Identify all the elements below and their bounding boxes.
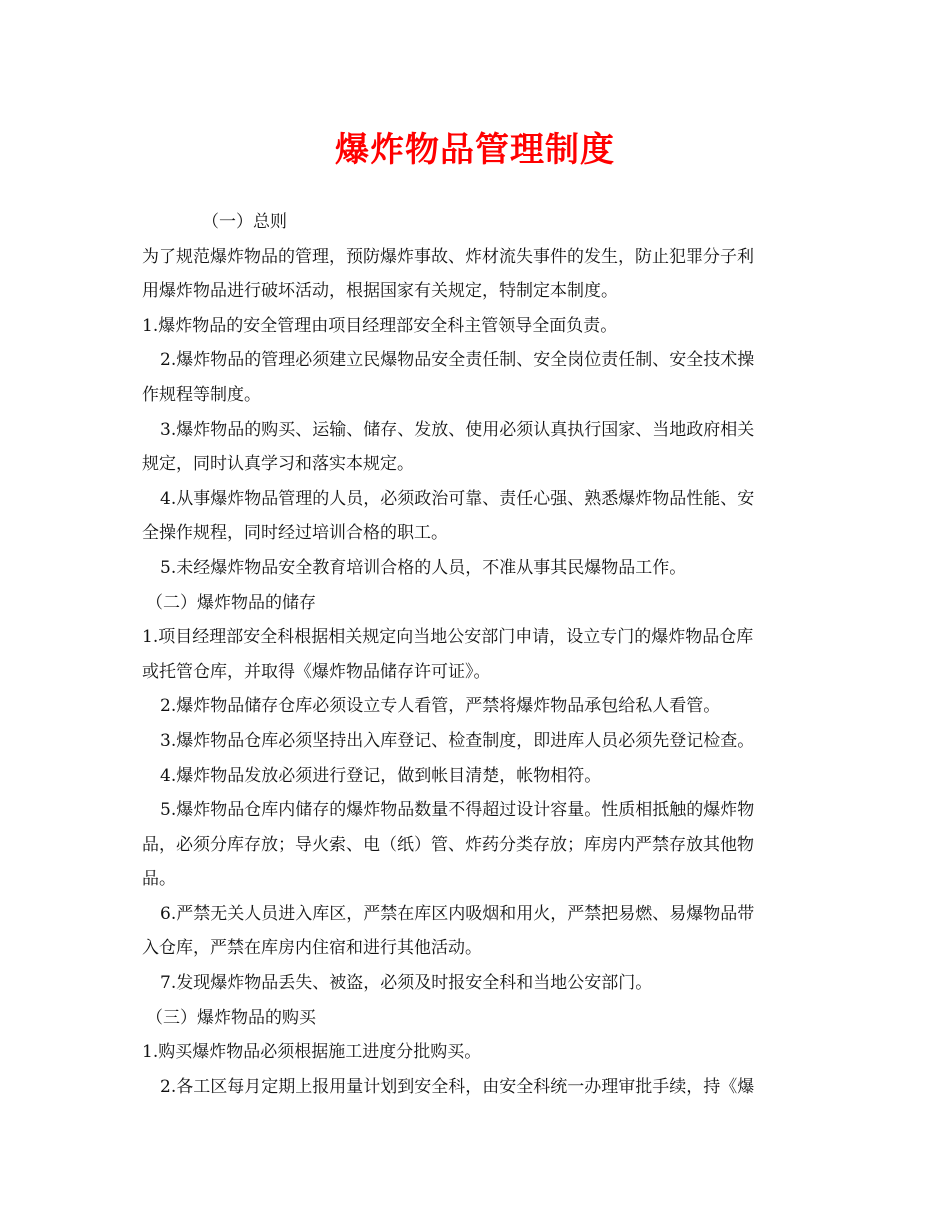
list-item-line: 5.爆炸物品仓库内储存的爆炸物品数量不得超过设计容量。性质相抵触的爆炸物 (160, 800, 755, 821)
paragraph-line: 为了规范爆炸物品的管理，预防爆炸事故、炸材流失事件的发生，防止犯罪分子利 (142, 246, 754, 267)
list-item-line: 2.各工区每月定期上报用量计划到安全科，由安全科统一办理审批手续，持《爆 (160, 1076, 755, 1097)
list-item-continuation: 入仓库，严禁在库房内住宿和进行其他活动。 (142, 938, 482, 959)
section-heading-storage: （二）爆炸物品的储存 (146, 592, 316, 613)
list-item-line: 4.爆炸物品发放必须进行登记，做到帐目清楚，帐物相符。 (160, 765, 602, 786)
list-item-line: 2.爆炸物品储存仓库必须设立专人看管，严禁将爆炸物品承包给私人看管。 (160, 696, 721, 717)
list-item-continuation: 全操作规程，同时经过培训合格的职工。 (142, 523, 448, 544)
list-item-line: 3.爆炸物品仓库必须坚持出入库登记、检查制度，即进库人员必须先登记检查。 (160, 730, 755, 751)
list-item-line: 7.发现爆炸物品丢失、被盗，必须及时报安全科和当地公安部门。 (160, 973, 653, 994)
list-item-continuation: 品。 (142, 869, 176, 890)
list-item-continuation: 或托管仓库，并取得《爆炸物品储存许可证》。 (142, 661, 491, 682)
list-item-line: 6.严禁无关人员进入库区，严禁在库区内吸烟和用火，严禁把易燃、易爆物品带 (160, 903, 755, 924)
list-item-line: 4.从事爆炸物品管理的人员，必须政治可靠、责任心强、熟悉爆炸物品性能、安 (160, 488, 755, 509)
list-item-line: 1.购买爆炸物品必须根据施工进度分批购买。 (142, 1042, 482, 1063)
list-item-continuation: 作规程等制度。 (142, 384, 261, 405)
section-heading-general: （一）总则 (202, 212, 287, 232)
list-item-line: 1.项目经理部安全科根据相关规定向当地公安部门申请，设立专门的爆炸物品仓库 (142, 627, 754, 648)
list-item-continuation: 规定，同时认真学习和落实本规定。 (142, 454, 414, 475)
paragraph-line: 用爆炸物品进行破坏活动，根据国家有关规定，特制定本制度。 (142, 281, 618, 302)
document-title: 爆炸物品管理制度 (335, 130, 615, 170)
list-item-continuation: 品，必须分库存放；导火索、电（纸）管、炸药分类存放；库房内严禁存放其他物 (142, 834, 754, 855)
list-item-line: 5.未经爆炸物品安全教育培训合格的人员，不准从事其民爆物品工作。 (160, 557, 687, 578)
list-item-line: 3.爆炸物品的购买、运输、储存、发放、使用必须认真执行国家、当地政府相关 (160, 419, 755, 440)
section-heading-purchase: （三）爆炸物品的购买 (146, 1007, 316, 1028)
list-item-line: 1.爆炸物品的安全管理由项目经理部安全科主管领导全面负责。 (142, 315, 618, 336)
document-body (142, 205, 817, 1104)
list-item-line: 2.爆炸物品的管理必须建立民爆物品安全责任制、安全岗位责任制、安全技术操 (160, 350, 755, 371)
